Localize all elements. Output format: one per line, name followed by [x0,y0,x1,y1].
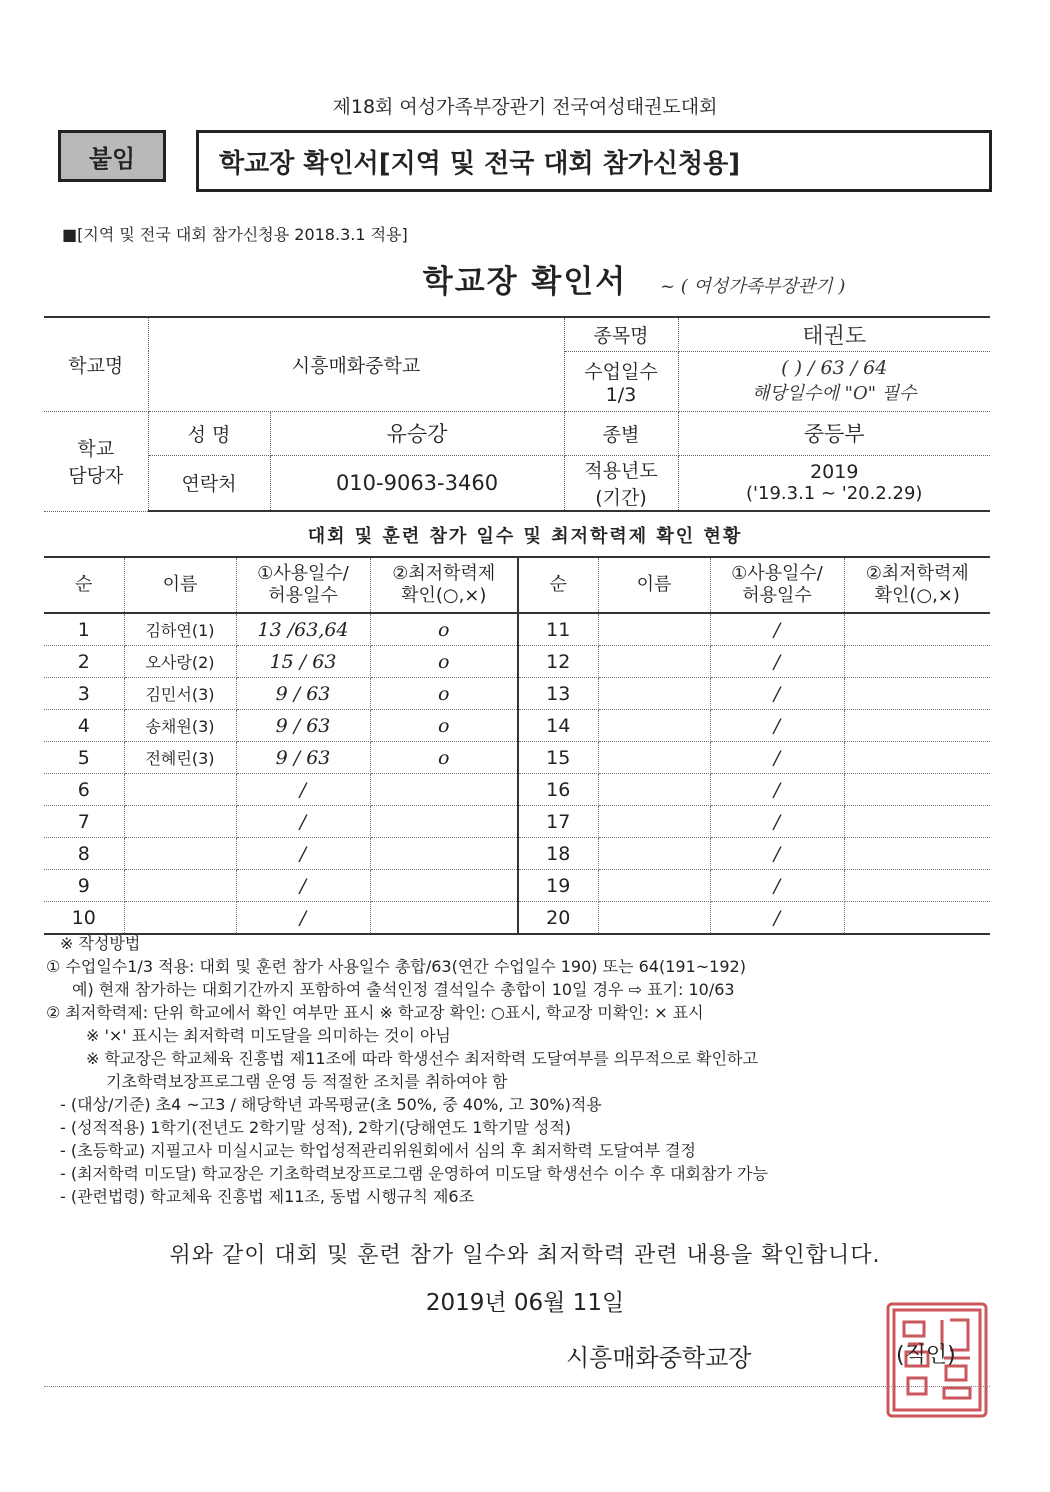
used-days: 13 /63,64 [236,613,370,646]
used-days: 9 / 63 [236,742,370,774]
participant-name: 김민서(3) [124,678,236,710]
contact-label: 연락처 [148,455,270,511]
confirmation-statement: 위와 같이 대회 및 훈련 참가 일수와 최저학력 관련 내용을 확인합니다. [169,1243,881,1268]
participant-rows [44,613,990,934]
participant-name: 전혜린(3) [124,742,236,774]
instruction-line: - (성적적용) 1학기(전년도 2학기말 성적), 2학기(당해연도 1학기말 성적) [60,1118,572,1137]
instruction-line: - (관련법령) 학교체육 진흥법 제11조, 동법 시행규칙 제6조 [60,1187,475,1206]
class-days-label-1: 수업일수 [584,360,658,383]
header-name: 이름 [124,557,236,613]
class-days-ratio: ( ) / 63 / 64 [781,357,888,379]
divider [44,1386,990,1387]
academic-check [370,870,518,902]
row-number: 12 [518,646,598,678]
period-value [678,455,990,511]
academic-check: o [370,710,518,742]
used-days: / [236,838,370,870]
used-days: / [236,806,370,838]
academic-check [844,742,990,774]
division-value: 중등부 [678,411,990,455]
row-number: 19 [518,870,598,902]
academic-check [844,870,990,902]
used-days: 9 / 63 [236,710,370,742]
academic-check [370,774,518,806]
participant-table-header [44,557,990,613]
academic-check: o [370,646,518,678]
used-days: / [710,613,844,646]
row-number: 18 [518,838,598,870]
academic-check [370,902,518,935]
participant-name: 오사랑(2) [124,646,236,678]
instructions [46,932,1006,1208]
row-number: 8 [44,838,124,870]
used-days: / [236,902,370,935]
header-days-right-1: ①사용일수/ [731,563,823,584]
participant-name [598,678,710,710]
used-days: / [236,774,370,806]
table-row [44,710,990,742]
participant-name [124,806,236,838]
used-days: / [236,870,370,902]
participant-name [598,838,710,870]
row-number: 9 [44,870,124,902]
row-number: 10 [44,902,124,935]
event-value: 태권도 [678,317,990,351]
form-note: ■[지역 및 전국 대회 참가신청용 2018.3.1 적용] [62,225,408,244]
row-number: 17 [518,806,598,838]
used-days: / [710,742,844,774]
period-label [564,455,678,511]
used-days: / [710,838,844,870]
participant-name [598,646,710,678]
main-title: 학교장 확인서 [422,264,628,300]
academic-check [844,838,990,870]
header-days [236,557,370,613]
division-label: 종별 [564,411,678,455]
participant-name [124,902,236,935]
header-days-right-2: 허용일수 [742,585,812,606]
participant-name [598,774,710,806]
header-days-2: 허용일수 [268,585,338,606]
header-check-1: ②최저학력제 [392,563,496,584]
class-days-label [564,351,678,411]
instruction-line: 기초학력보장프로그램 운영 등 적절한 조치를 취하여야 함 [106,1072,508,1091]
row-number: 13 [518,678,598,710]
used-days: / [710,806,844,838]
period-label-1: 적용년도 [584,459,658,482]
table-row [44,838,990,870]
header-no: 순 [44,557,124,613]
table-row [44,646,990,678]
row-number: 11 [518,613,598,646]
class-days-note: 해당일수에 "O" 필수 [752,383,917,404]
participant-name [598,613,710,646]
used-days: / [710,678,844,710]
instructions-title: ※ 작성방법 [60,934,141,953]
academic-check [844,613,990,646]
table-row [44,613,990,646]
used-days: / [710,870,844,902]
table-row [44,742,990,774]
used-days: / [710,902,844,935]
academic-check [844,646,990,678]
attachment-label: 붙임 [58,130,166,182]
participant-name: 송채원(3) [124,710,236,742]
header-check-right [844,557,990,613]
class-days-label-2: 1/3 [605,383,637,406]
row-number: 15 [518,742,598,774]
instruction-line: - (대상/기준) 초4 ~고3 / 해당학년 과목평균(초 50%, 중 40%, 고 30%)적용 [60,1095,602,1114]
instruction-line: - (초등학교) 지필고사 미실시교는 학업성적관리위원회에서 심의 후 최저학력 도달여부 결정 [60,1141,696,1160]
academic-check [370,838,518,870]
participant-name [598,870,710,902]
period-label-2: (기간) [595,486,647,509]
period-range: ('19.3.1 ~ '20.2.29) [746,483,923,505]
header-days-1: ①사용일수/ [257,563,349,584]
participant-name: 김하연(1) [124,613,236,646]
status-heading: 대회 및 훈련 참가 일수 및 최저학력제 확인 현황 [307,526,743,547]
table-row [44,870,990,902]
table-row [44,806,990,838]
used-days: / [710,710,844,742]
row-number: 2 [44,646,124,678]
instruction-line: ※ '×' 표시는 최저학력 미도달을 의미하는 것이 아님 [86,1026,451,1045]
header-check-right-2: 확인(○,×) [874,585,960,606]
academic-check [844,902,990,935]
row-number: 20 [518,902,598,935]
row-number: 16 [518,774,598,806]
instruction-line: ① 수업일수1/3 적용: 대회 및 훈련 참가 사용일수 총합/63(연간 수업일수 190) 또는 64(191~192) [46,957,746,976]
period-year: 2019 [810,461,859,484]
row-number: 5 [44,742,124,774]
academic-check: o [370,613,518,646]
header-name-right: 이름 [598,557,710,613]
staff-name-value: 유승강 [270,411,564,455]
academic-check [844,806,990,838]
participant-name [598,710,710,742]
used-days: 9 / 63 [236,678,370,710]
table-row [44,774,990,806]
staff-label [44,411,148,511]
academic-check [844,710,990,742]
table-row [44,902,990,935]
row-number: 7 [44,806,124,838]
header-check [370,557,518,613]
class-days-value [678,351,990,411]
event-label: 종목명 [564,317,678,351]
row-number: 4 [44,710,124,742]
staff-label-1: 학교 [77,438,115,460]
row-number: 3 [44,678,124,710]
principal-title: 시흥매화중학교장 [566,1344,752,1372]
school-info-table [44,316,990,512]
staff-name-label: 성 명 [148,411,270,455]
participant-name [598,742,710,774]
handwritten-title-note: ~ ( 여성가족부장관기 ) [660,276,846,297]
instruction-line: - (최저학력 미도달) 학교장은 기초학력보장프로그램 운영하여 미도달 학생선수 이수 후 대회참가 가능 [60,1164,768,1183]
instruction-line: ※ 학교장은 학교체육 진흥법 제11조에 따라 학생선수 최저학력 도달여부를 의무적으로 확인하고 [86,1049,758,1068]
row-number: 14 [518,710,598,742]
header-check-right-1: ②최저학력제 [865,563,969,584]
seal-label: (직인) [896,1343,956,1368]
row-number: 1 [44,613,124,646]
instruction-line: ② 최저학력제: 단위 학교에서 확인 여부만 표시 ※ 학교장 확인: ○표시, 학교장 미확인: × 표시 [46,1003,704,1022]
academic-check [370,806,518,838]
participant-name [598,806,710,838]
academic-check: o [370,678,518,710]
participant-name [124,870,236,902]
school-name-label: 학교명 [44,317,148,411]
header-days-right [710,557,844,613]
event-title: 제18회 여성가족부장관기 전국여성태권도대회 [332,96,718,118]
school-name-value: 시흥매화중학교 [148,317,564,411]
participant-name [124,838,236,870]
issue-date: 2019년 06월 11일 [425,1290,625,1316]
participant-name [124,774,236,806]
academic-check [844,774,990,806]
used-days: / [710,646,844,678]
document-title: 학교장 확인서[지역 및 전국 대회 참가신청용] [196,130,992,192]
used-days: / [710,774,844,806]
contact-value: 010-9063-3460 [270,455,564,511]
row-number: 6 [44,774,124,806]
used-days: 15 / 63 [236,646,370,678]
participant-table [44,556,990,935]
participant-name [598,902,710,935]
staff-label-2: 담당자 [68,465,124,487]
table-row [44,678,990,710]
header-no-right: 순 [518,557,598,613]
instruction-line: 예) 현재 참가하는 대회기간까지 포함하여 출석인정 결석일수 총합이 10일 경우 ⇨ 표기: 10/63 [72,980,735,999]
header-check-2: 확인(○,×) [401,585,487,606]
academic-check: o [370,742,518,774]
academic-check [844,678,990,710]
